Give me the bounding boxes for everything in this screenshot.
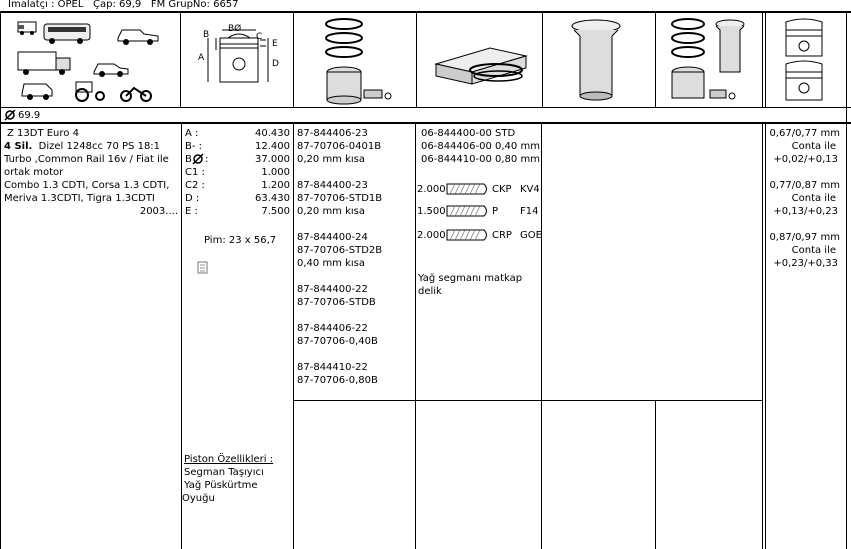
diagram-label-c: C: [256, 32, 263, 42]
gasket-range: +0,23/+0,33: [773, 258, 838, 269]
diagram-label-a: A: [198, 53, 205, 63]
gasket-thickness: 0,67/0,77 mm: [769, 128, 840, 139]
grid-line: [293, 400, 762, 401]
piston-feature-item: Yağ Püskürtme: [184, 480, 258, 491]
gasket-label: Conta ile: [791, 193, 836, 204]
grid-line: [762, 11, 763, 108]
gasket-thickness: 0,87/0,97 mm: [769, 232, 840, 243]
dimension-value: 7.500: [261, 206, 290, 217]
piston-feature-item: Segman Taşıyıcı: [184, 467, 264, 478]
piston-part-code-alt[interactable]: 87-70706-STDB: [297, 297, 376, 308]
diameter-symbol-icon: [192, 153, 204, 165]
grid-line: [293, 122, 294, 549]
ring-profile-icon: [446, 183, 490, 195]
grid-line: [542, 11, 543, 108]
piston-feature-item: Oyuğu: [182, 493, 215, 504]
dimension-label: E :: [185, 206, 198, 217]
grid-line: [293, 11, 294, 108]
gasket-range: +0,13/+0,23: [773, 206, 838, 217]
diagram-label-bo: BØ: [228, 24, 242, 34]
engine-spec: Dizel 1248cc 70 PS 18:1: [38, 141, 161, 152]
dimension-label: B- :: [185, 141, 203, 152]
grid-line: [0, 107, 851, 108]
dimension-label: B: [185, 154, 192, 165]
grid-line: [0, 122, 851, 124]
dimension-label: C2 :: [185, 180, 205, 191]
grid-line: [0, 11, 851, 13]
piston-diagram-icon: [188, 24, 288, 104]
ring-code-type: CKP: [492, 184, 512, 195]
piston-part-code-alt[interactable]: 87-70706-STD1B: [297, 193, 383, 204]
ring-note: delik: [418, 286, 442, 297]
ring-code[interactable]: 06-844400-00 STD: [421, 128, 516, 139]
grid-line: [655, 11, 656, 108]
piston-part-code-alt[interactable]: 87-70706-0,40B: [297, 336, 378, 347]
dimension-value: 12.400: [255, 141, 290, 152]
gasket-thickness: 0,77/0,87 mm: [769, 180, 840, 191]
grid-line: [765, 11, 766, 108]
vehicle-year: 2003....: [139, 206, 178, 217]
piston-part-code-alt[interactable]: 87-70706-0,80B: [297, 375, 378, 386]
ring-width: 1.500: [417, 206, 446, 217]
piston-section-icon: [774, 16, 834, 106]
pin-size: Pim: 23 x 56,7: [204, 235, 277, 246]
document-icon: [197, 261, 209, 275]
vehicle-models-1: Combo 1.3 CDTI, Corsa 1.3 CDTI,: [4, 180, 170, 191]
ring-profile: GOE: [520, 230, 542, 241]
diagram-label-d: D: [272, 59, 279, 69]
gasket-label: Conta ile: [791, 245, 836, 256]
piston-part-code-alt[interactable]: 87-70706-STD2B: [297, 245, 383, 256]
piston-part-code[interactable]: 87-844406-22: [297, 323, 368, 334]
group-label: FM GrupNo: 6657: [150, 0, 239, 10]
grid-line: [181, 122, 182, 549]
piston-part-code-alt[interactable]: 87-70706-0401B: [297, 141, 382, 152]
ring-code-type: P: [492, 206, 499, 217]
diagram-label-b: B: [203, 30, 210, 40]
vehicle-models-2: Meriva 1.3CDTI, Tigra 1.3CDTI: [4, 193, 155, 204]
grid-line: [0, 11, 1, 549]
piston-part-code[interactable]: 87-844400-22: [297, 284, 368, 295]
engine-note-1: Turbo ,Common Rail 16v / Fiat ile: [4, 154, 169, 165]
manufacturer-label: İmalatçı : OPEL: [8, 0, 84, 10]
grid-line: [180, 11, 181, 108]
dimension-value: 1.200: [261, 180, 290, 191]
engine-spec-line: [4, 140, 160, 153]
piston-part-code[interactable]: 87-844410-22: [297, 362, 368, 373]
diameter-icon: [4, 109, 16, 121]
vehicle-types-icon: [10, 16, 170, 104]
grid-line: [415, 122, 416, 549]
grid-line: [416, 11, 417, 108]
ring-code[interactable]: 06-844406-00 0,40 mm: [421, 141, 540, 152]
piston-features-title: Piston Özellikleri :: [184, 454, 274, 465]
ring-note: Yağ segmanı matkap: [418, 273, 523, 284]
engine-code: Z 13DT Euro 4: [7, 128, 79, 139]
ring-width: 2.000: [417, 230, 446, 241]
diameter-value: 69.9: [18, 110, 41, 121]
grid-line: [655, 400, 656, 549]
ring-width: 2.000: [417, 184, 446, 195]
gasket-range: +0,02/+0,13: [773, 154, 838, 165]
piston-rings-icon: [318, 16, 398, 106]
piston-part-size: 0,40 mm kısa: [297, 258, 366, 269]
diagram-label-e: E: [272, 39, 278, 49]
grid-line: [541, 122, 542, 549]
cylinder-liner-icon: [566, 16, 626, 106]
dimension-label: C1 :: [185, 167, 205, 178]
header-bar: [0, 0, 851, 11]
gasket-label: Conta ile: [791, 141, 836, 152]
piston-kit-icon: [666, 14, 756, 106]
dimension-label: D :: [185, 193, 200, 204]
grid-line: [846, 11, 847, 549]
grid-line: [765, 122, 766, 549]
ring-profile-icon: [446, 229, 490, 241]
dimension-value: 1.000: [261, 167, 290, 178]
ring-profile-icon: [446, 205, 490, 217]
ring-profile: KV4: [520, 184, 540, 195]
grid-line: [762, 122, 763, 549]
ring-set-box-icon: [430, 34, 530, 94]
piston-part-size: 0,20 mm kısa: [297, 206, 366, 217]
ring-code-type: CRP: [492, 230, 512, 241]
piston-part-size: 0,20 mm kısa: [297, 154, 366, 165]
piston-part-code[interactable]: 87-844400-23: [297, 180, 368, 191]
dimension-label: A :: [185, 128, 199, 139]
dimension-value: 37.000: [255, 154, 290, 165]
dimension-value: 40.430: [255, 128, 290, 139]
dimension-colon: :: [205, 154, 209, 165]
piston-part-code[interactable]: 87-844400-24: [297, 232, 368, 243]
piston-part-code[interactable]: 87-844406-23: [297, 128, 368, 139]
cylinders: 4 Sil.: [4, 141, 33, 152]
engine-note-2: ortak motor: [4, 167, 64, 178]
ring-code[interactable]: 06-844410-00 0,80 mm: [421, 154, 540, 165]
dimension-value: 63.430: [255, 193, 290, 204]
ring-profile: F14: [520, 206, 539, 217]
bore-label: Çap: 69,9: [93, 0, 142, 10]
